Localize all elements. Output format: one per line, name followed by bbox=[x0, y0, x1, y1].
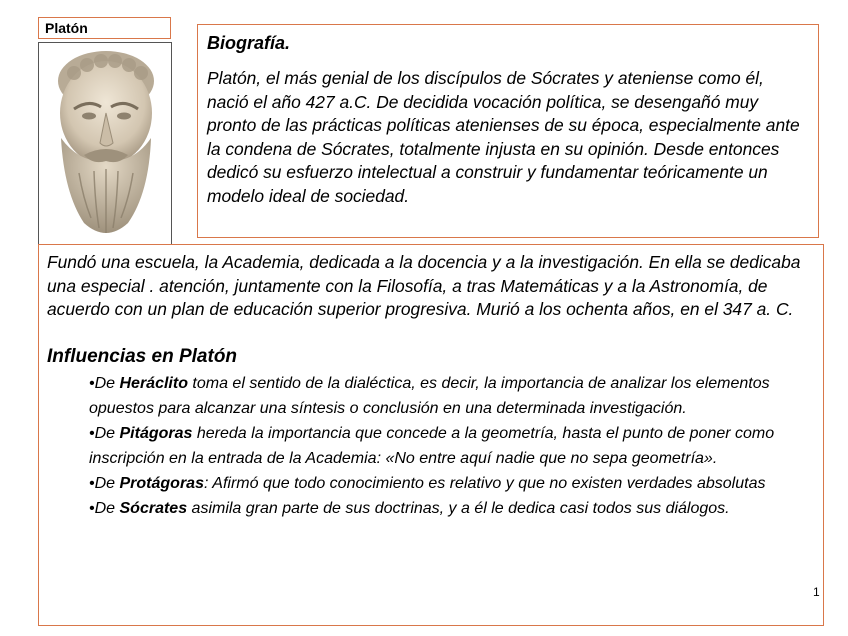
biography-title: Biografía. bbox=[207, 33, 291, 53]
influence-name: Heráclito bbox=[119, 375, 188, 392]
name-label-box bbox=[38, 17, 171, 39]
biography-text: Platón, el más genial de los discípulos de Sócrates y ateniense como él, nació el año 427 a.C. De decidida vocación política, se desengañó muy pronto de las prácticas políticas atenienses de su época, especialmente ante la condena de Sócrates, totalmente injusta en su opinión. Desde entonces dedicó su esfuerzo intelectual a construir y fundamentar teóricamente un modelo ideal de sociedad. bbox=[207, 68, 800, 206]
influences-title: Influencias en Platón bbox=[47, 346, 238, 367]
page-number: 1 bbox=[813, 585, 820, 599]
academy-paragraph: Fundó una escuela, la Academia, dedicada a la docencia y a la investigación. En ella se dedicaba una especial . atención, juntamente con la Filosofía, a tras Matemáticas y a la Astronomía, de acuerdo con un plan de educación superior progresiva. Murió a los ochenta años, en el 347 a. C. bbox=[47, 252, 801, 319]
list-item: •De Protágoras: Afirmó que todo conocimiento es relativo y que no existen verdades absolutas bbox=[89, 475, 766, 492]
influence-name: Pitágoras bbox=[119, 425, 193, 442]
plato-bust-image bbox=[39, 43, 172, 245]
influences-list bbox=[89, 371, 809, 521]
influence-name: Protágoras bbox=[119, 475, 204, 492]
main-content-box bbox=[38, 244, 824, 626]
list-item: •De Heráclito toma el sentido de la dialéctica, es decir, la importancia de analizar los elementos opuestos para alcanzar una síntesis o conclusión en una determinada investigación. bbox=[89, 375, 770, 417]
list-item: •De Pitágoras hereda la importancia que concede a la geometría, hasta el punto de poner como inscripción en la entrada de la Academia: «No entre aquí nadie que no sepa geometría». bbox=[89, 425, 775, 467]
portrait-frame bbox=[38, 42, 172, 245]
influence-name: Sócrates bbox=[119, 500, 188, 517]
biography-box bbox=[197, 24, 819, 238]
name-label: Platón bbox=[45, 20, 88, 36]
list-item: •De Sócrates asimila gran parte de sus doctrinas, y a él le dedica casi todos sus diálogos. bbox=[89, 500, 730, 517]
